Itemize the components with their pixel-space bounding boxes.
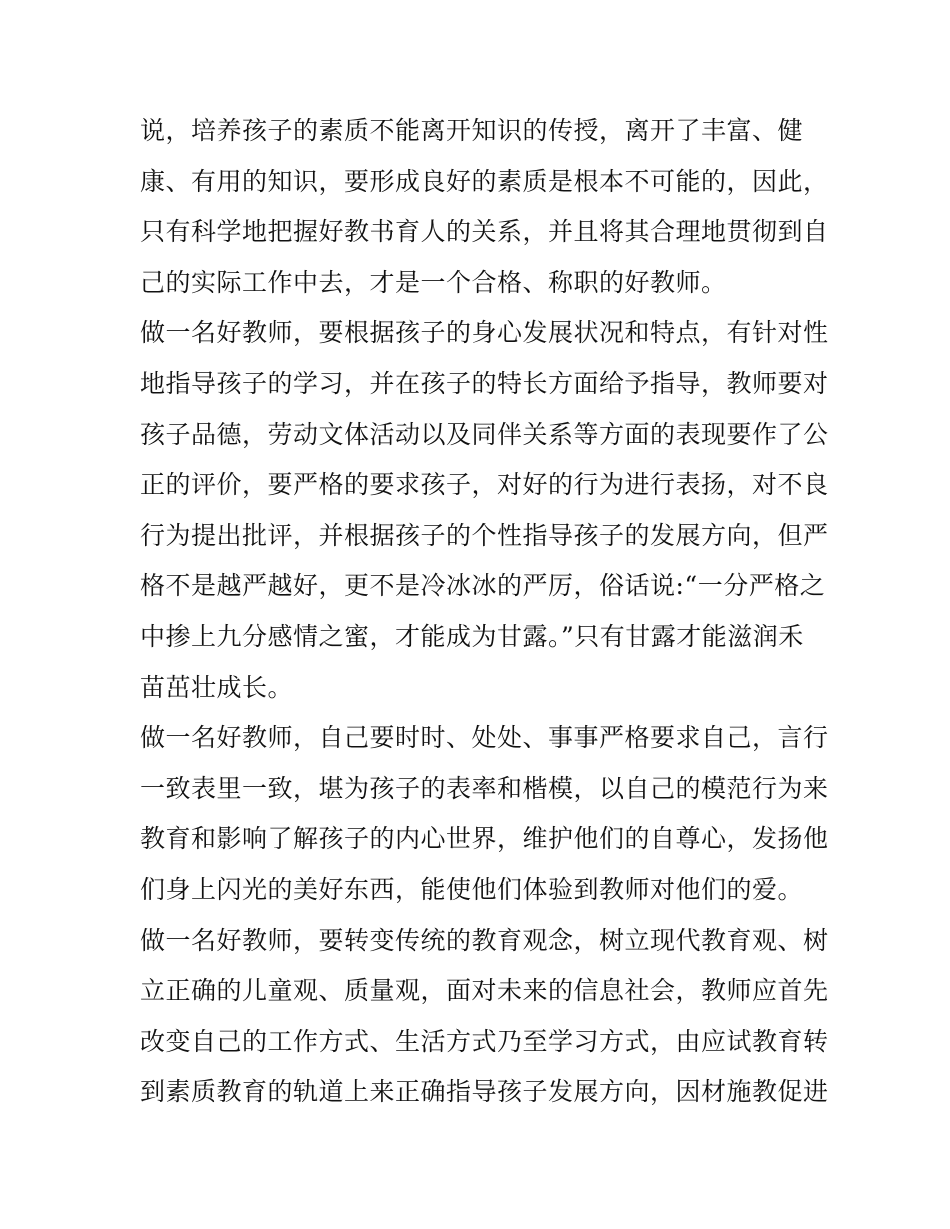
text-line: 康、有用的知识，要形成良好的素质是根本不可能的，因此， <box>140 166 829 196</box>
text-line: 正的评价，要严格的要求孩子，对好的行为进行表扬，对不良 <box>140 470 829 500</box>
text-line: 行为提出批评，并根据孩子的个性指导孩子的发展方向，但严 <box>140 520 829 550</box>
text-line: 格不是越严越好，更不是冷冰冰的严厉，俗话说:“一分严格之 <box>140 571 826 601</box>
text-line: 孩子品德，劳动文体活动以及同伴关系等方面的表现要作了公 <box>140 419 829 449</box>
paragraph-3 <box>140 713 829 915</box>
text-line: 说，培养孩子的素质不能离开知识的传授，离开了丰富、健 <box>140 116 804 145</box>
text-line: 做一名好教师，自己要时时、处处、事事严格要求自己，言行 <box>140 723 829 753</box>
text-line: 立正确的儿童观、质量观，面对未来的信息社会，教师应首先 <box>140 976 829 1006</box>
text-line: 中掺上九分感情之蜜，才能成为甘露。”只有甘露才能滋润禾 <box>140 621 804 651</box>
paragraph-2 <box>140 308 829 713</box>
text-line: 己的实际工作中去，才是一个合格、称职的好教师。 <box>140 267 727 297</box>
text-line: 一致表里一致，堪为孩子的表率和楷模，以自己的模范行为来 <box>140 773 829 803</box>
text-line: 们身上闪光的美好东西，能使他们体验到教师对他们的爱。 <box>140 874 804 904</box>
paragraph-4 <box>140 916 829 1118</box>
text-line: 改变自己的工作方式、生活方式乃至学习方式，由应试教育转 <box>140 1026 829 1056</box>
text-line: 做一名好教师，要转变传统的教育观念，树立现代教育观、树 <box>140 925 829 955</box>
text-line: 苗茁壮成长。 <box>140 672 294 702</box>
text-line: 教育和影响了解孩子的内心世界，维护他们的自尊心，发扬他 <box>140 824 829 854</box>
text-line: 地指导孩子的学习，并在孩子的特长方面给予指导，教师要对 <box>140 368 829 398</box>
text-line: 只有科学地把握好教书育人的关系，并且将其合理地贯彻到自 <box>140 217 829 247</box>
paragraph-1 <box>140 106 829 308</box>
text-line: 做一名好教师，要根据孩子的身心发展状况和特点，有针对性 <box>140 318 829 348</box>
document-body <box>140 106 829 1118</box>
text-line: 到素质教育的轨道上来正确指导孩子发展方向，因材施教促进 <box>140 1077 829 1107</box>
